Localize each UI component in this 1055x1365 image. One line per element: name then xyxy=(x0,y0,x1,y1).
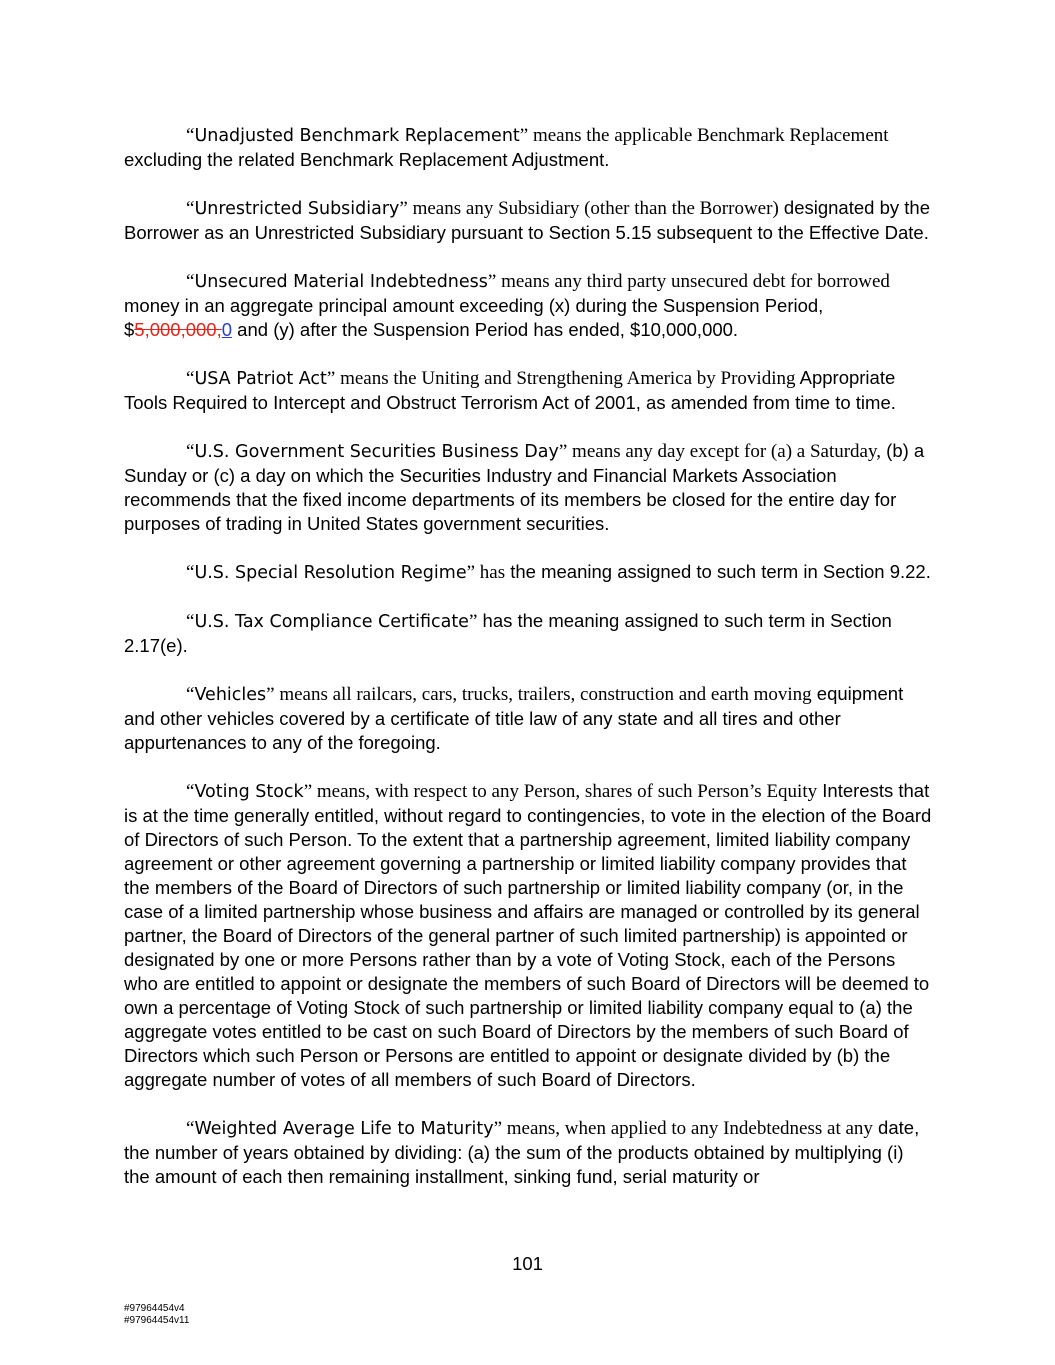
definition-lead: means any third party unsecured debt for borrowed xyxy=(496,271,890,292)
defined-term: USA Patriot Act xyxy=(194,369,327,389)
definition-lead: has xyxy=(475,562,506,583)
definition-lead: means, when applied to any Indebtedness at any xyxy=(502,1118,873,1139)
quote-close: ” xyxy=(326,368,336,389)
definition-lead: means the applicable Benchmark Replacement xyxy=(528,125,889,146)
page-number: 101 xyxy=(512,1253,543,1274)
quote-open: “ xyxy=(186,125,195,146)
definition-paragraph xyxy=(124,196,932,245)
definition-paragraph xyxy=(124,682,932,755)
definition-paragraph xyxy=(124,1116,932,1189)
quote-close: ” xyxy=(266,684,275,705)
defined-term: Voting Stock xyxy=(194,782,304,802)
document-id: #97964454v11 xyxy=(124,1315,190,1326)
definition-paragraph xyxy=(124,609,932,658)
quote-open: “ xyxy=(186,781,195,802)
definition-paragraph xyxy=(124,439,932,536)
quote-open: “ xyxy=(186,368,195,389)
definition-lead: means the Uniting and Strengthening America by Providing xyxy=(335,368,796,389)
definition-paragraph xyxy=(124,560,932,585)
definitions-body xyxy=(124,123,932,1213)
quote-open: “ xyxy=(186,562,195,583)
quote-open: “ xyxy=(186,1118,195,1139)
definition-lead: means, with respect to any Person, shares of such Person’s Equity xyxy=(312,781,818,802)
definition-paragraph xyxy=(124,779,932,1092)
definition-text: date, the number of years obtained by dividing: (a) the sum of the products obtained by multiplying (i) the amount of each then remaining installment, sinking fund, serial maturity or xyxy=(124,1117,920,1187)
defined-term: U.S. Government Securities Business Day xyxy=(194,442,559,462)
quote-close: ” xyxy=(303,781,313,802)
deleted-revision-text: 5,000,000, xyxy=(134,319,222,340)
definition-text: has the meaning assigned to such term in Section 2.17(e). xyxy=(124,610,892,656)
definition-text: and (y) after the Suspension Period has ended, $10,000,000. xyxy=(232,319,739,340)
definition-text: Appropriate Tools Required to Intercept and Obstruct Terrorism Act of 2001, as amended from time to time. xyxy=(124,367,896,413)
definition-paragraph xyxy=(124,123,932,172)
defined-term: U.S. Special Resolution Regime xyxy=(194,563,467,583)
quote-open: “ xyxy=(186,684,195,705)
quote-close: ” xyxy=(399,198,408,219)
definition-lead: means any Subsidiary (other than the Borrower) xyxy=(407,198,779,219)
definition-paragraph xyxy=(124,269,932,342)
document-id: #97964454v4 xyxy=(124,1303,185,1314)
quote-open: “ xyxy=(186,611,195,632)
inserted-revision-text: 0 xyxy=(221,319,233,340)
definition-paragraph xyxy=(124,366,932,415)
definition-text: designated by the Borrower as an Unrestricted Subsidiary pursuant to Section 5.15 subsequent to the Effective Date. xyxy=(124,197,930,243)
defined-term: Unrestricted Subsidiary xyxy=(194,199,400,219)
quote-open: “ xyxy=(186,198,195,219)
definition-lead: means any day except for (a) a Saturday, xyxy=(567,441,882,462)
quote-close: ” xyxy=(468,611,478,632)
quote-open: “ xyxy=(186,441,195,462)
defined-term: U.S. Tax Compliance Certificate xyxy=(194,612,469,632)
definition-text: (b) a Sunday or (c) a day on which the Securities Industry and Financial Markets Association recommends that the fixed income departments of its members be closed for the entire day for purposes of trading in United States government securities. xyxy=(124,440,925,534)
quote-close: ” xyxy=(487,271,497,292)
definition-text: the meaning assigned to such term in Section 9.22. xyxy=(505,561,931,582)
definition-text: equipment and other vehicles covered by a certificate of title law of any state and all tires and other appurtenances to any of the foregoing. xyxy=(124,683,904,753)
defined-term: Vehicles xyxy=(194,685,267,705)
defined-term: Weighted Average Life to Maturity xyxy=(194,1119,494,1139)
quote-close: ” xyxy=(466,562,476,583)
definition-text: money in an aggregate principal amount exceeding (x) during the Suspension Period, $ xyxy=(124,295,824,340)
quote-close: ” xyxy=(519,125,529,146)
definition-text: Interests that is at the time generally entitled, without regard to contingencies, to vote in the election of the Board of Directors of such Person. To the extent that a partnership agreement, limited liability company agreement or other agreement governing a partnership or limited liability company provides that the members of the Board of Directors of such partnership or limited liability company (or, in the case of a limited partnership whose business and affairs are managed or controlled by its general partner, the Board of Directors of the general partner of such limited partnership) is appointed or designated by one or more Persons rather than by a vote of Voting Stock, each of the Persons who are entitled to appoint or designate the members of such Board of Directors will be deemed to own a percentage of Voting Stock of such partnership or limited liability company equal to (a) the aggregate votes entitled to be cast on such Board of Directors by the members of such Board of Directors which such Person or Persons are entitled to appoint or designate divided by (b) the aggregate number of votes of all members of such Board of Directors. xyxy=(124,780,932,1090)
defined-term: Unsecured Material Indebtedness xyxy=(194,272,488,292)
defined-term: Unadjusted Benchmark Replacement xyxy=(194,126,520,146)
definition-lead: means all railcars, cars, trucks, trailers, construction and earth moving xyxy=(274,684,812,705)
quote-open: “ xyxy=(186,271,195,292)
quote-close: ” xyxy=(558,441,568,462)
quote-close: ” xyxy=(493,1118,502,1139)
definition-text: excluding the related Benchmark Replacement Adjustment. xyxy=(124,149,610,170)
